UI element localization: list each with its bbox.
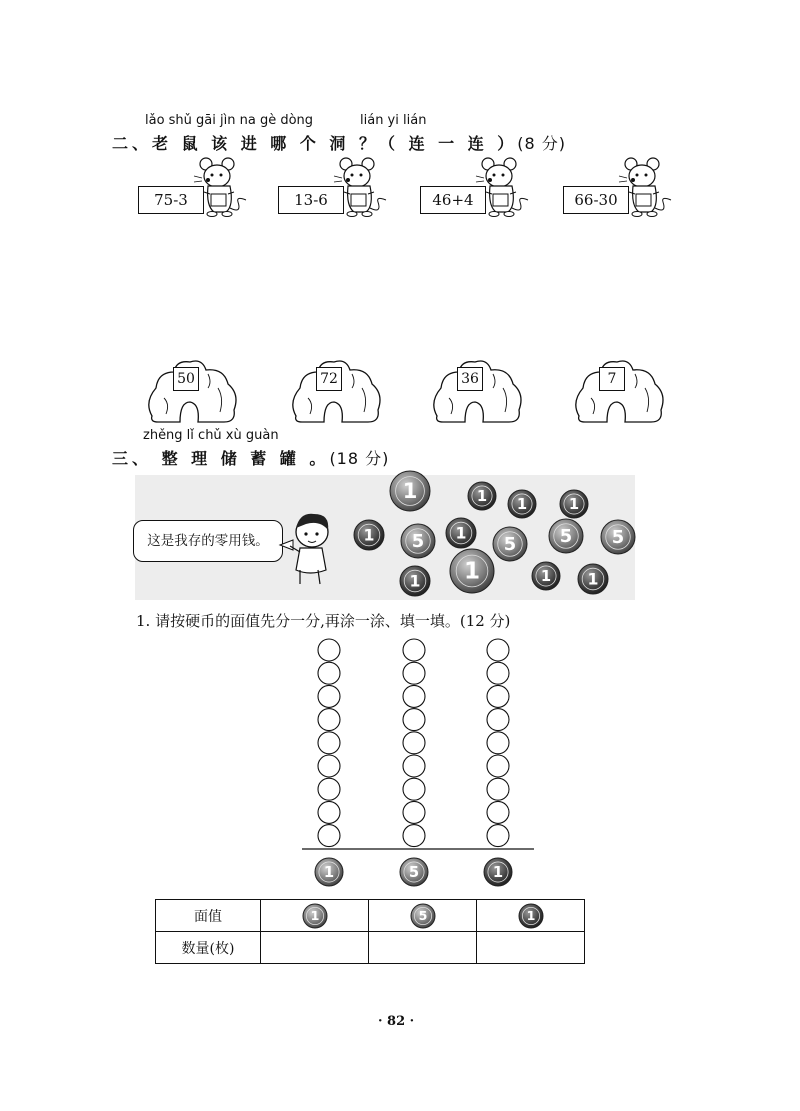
coin-face-text: 5 [411,530,425,552]
coin-face-text: 5 [503,533,517,555]
answer-cell[interactable] [369,932,477,964]
question-1: 1. 请按硬币的面值先分一分,再涂一涂、填一填。(12 分) [136,612,511,630]
coin-face-text: 1 [310,907,319,923]
hole-number: 7 [599,367,625,391]
jiao1-coin-icon [517,902,545,930]
coloring-circle[interactable] [403,662,425,684]
jiao1-coin-icon [558,488,590,520]
jiao1-coin-icon [506,488,538,520]
coloring-circle[interactable] [487,662,509,684]
mouse-expr-box: 66-30 [563,186,629,214]
coloring-circle[interactable] [487,778,509,800]
coloring-circle[interactable] [318,778,340,800]
table-coin-cell [369,900,477,932]
coin-face-text: 1 [323,863,335,881]
coloring-circle[interactable] [318,639,340,661]
yuan-coin-icon [301,902,329,930]
coloring-circle[interactable] [487,732,509,754]
mouse-expr-box: 75-3 [138,186,204,214]
section3-points: (18 分) [329,449,390,468]
coloring-circle[interactable] [487,825,509,847]
coloring-circle[interactable] [318,801,340,823]
yuan-coin-icon [313,856,345,888]
coin-face-text: 1 [540,567,552,585]
coin-face-text: 1 [516,495,528,513]
coloring-circle[interactable] [403,778,425,800]
jiao1-coin-icon [576,562,610,596]
mouse-expr-box: 13-6 [278,186,344,214]
section2-points: (8 分) [517,134,567,153]
coin-face-text: 5 [611,526,625,548]
coin-face-text: 1 [455,523,467,543]
yuan-coin-icon [388,469,432,513]
jiao5-coin-icon [398,856,430,888]
yuan-coin-icon [448,547,496,595]
jiao5-coin-icon [547,517,585,555]
coin-face-text: 1 [526,907,535,923]
coloring-circle[interactable] [318,755,340,777]
hole-number: 50 [173,367,199,391]
coloring-circle[interactable] [487,755,509,777]
coin-face-text: 1 [463,558,481,585]
coloring-circle[interactable] [318,825,340,847]
section3-pinyin: zhěng lǐ chǔ xù guàn [143,428,279,443]
coloring-circle[interactable] [487,685,509,707]
section2-heading-text: 二、老 鼠 该 进 哪 个 洞 ？（ 连 一 连 ） [112,134,518,153]
mouse-expr-box: 46+4 [420,186,486,214]
coin-face-text: 1 [409,571,421,591]
coloring-circle[interactable] [403,801,425,823]
tally-table [155,899,585,964]
coloring-circle[interactable] [487,709,509,731]
jiao1-coin-icon [482,856,514,888]
coin-face-text: 1 [402,479,418,503]
coloring-circle[interactable] [318,685,340,707]
coin-face-text: 1 [568,495,580,513]
pinyin-line-2: lián yi lián [360,113,427,128]
coin-face-text: 1 [587,569,599,589]
jiao1-coin-icon [466,480,498,512]
hole-number: 36 [457,367,483,391]
jiao1-coin-icon [530,560,562,592]
coin-face-text: 5 [408,863,420,881]
coloring-circle[interactable] [403,685,425,707]
answer-cell[interactable] [261,932,369,964]
coloring-circle[interactable] [487,639,509,661]
jiao1-coin-icon [352,518,386,552]
coloring-circle[interactable] [487,801,509,823]
coloring-circle[interactable] [318,662,340,684]
pinyin-line-1: lǎo shǔ gāi jìn na gè dòng [145,113,314,128]
coloring-circle[interactable] [318,732,340,754]
section3-heading-text: 三、 整 理 储 蓄 罐 。 [112,449,330,468]
coloring-circle[interactable] [403,732,425,754]
jiao5-coin-icon [599,518,637,556]
page-number: · 82 · [378,1014,415,1029]
coloring-graph [290,636,550,892]
answer-cell[interactable] [477,932,585,964]
coloring-circle[interactable] [403,755,425,777]
row-header-face-value: 面值 [156,900,261,932]
coloring-circle[interactable] [403,709,425,731]
table-coin-cell [261,900,369,932]
table-coin-cell [477,900,585,932]
coin-face-text: 1 [363,525,375,545]
row-header-quantity: 数量(枚) [156,932,261,964]
jiao1-coin-icon [444,516,478,550]
jiao5-coin-icon [409,902,437,930]
coloring-circle[interactable] [318,709,340,731]
coin-face-text: 5 [418,907,427,923]
jiao1-coin-icon [398,564,432,598]
coin-face-text: 1 [476,487,488,505]
speech-bubble: 这是我存的零用钱。 [133,520,283,562]
coin-face-text: 1 [492,863,504,881]
coloring-circle[interactable] [403,639,425,661]
coloring-circle[interactable] [403,825,425,847]
jiao5-coin-icon [399,522,437,560]
hole-number: 72 [316,367,342,391]
jiao5-coin-icon [491,525,529,563]
coin-face-text: 5 [559,525,573,547]
